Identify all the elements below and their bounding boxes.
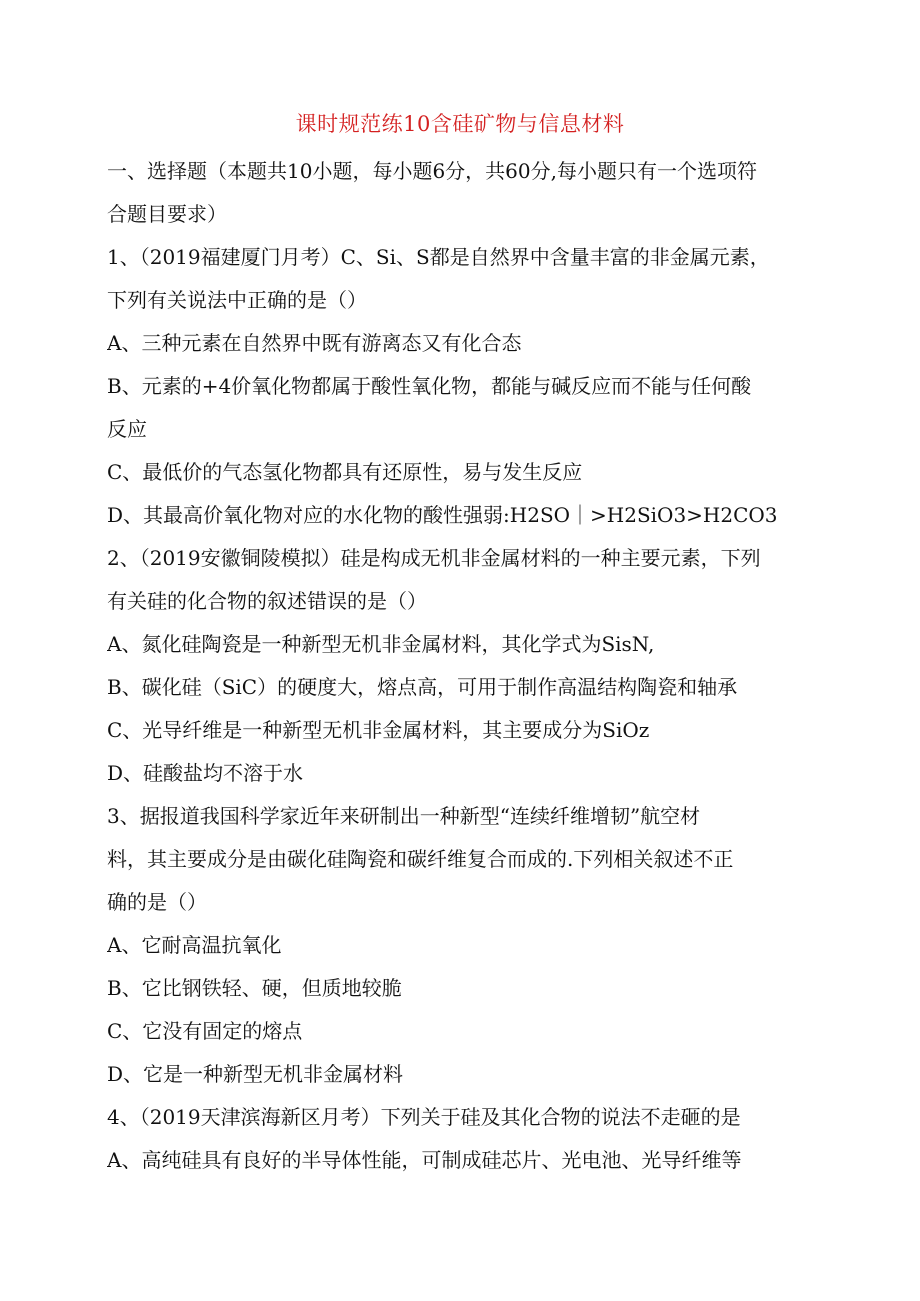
question-3-option-b: B、它比钢铁轻、硬，但质地较脆 xyxy=(107,976,402,1000)
question-2-stem-line-1: 2、（2019安徽铜陵模拟）硅是构成无机非金属材料的一种主要元素，下列 xyxy=(107,546,761,570)
question-1-option-a: A、三种元素在自然界中既有游离态又有化合态 xyxy=(107,331,522,355)
question-2-option-c: C、光导纤维是一种新型无机非金属材料，其主要成分为SiOz xyxy=(107,718,650,742)
question-4-option-a: A、高纯硅具有良好的半导体性能，可制成硅芯片、光电池、光导纤维等 xyxy=(107,1148,742,1172)
question-2-option-d: D、硅酸盐均不溶于水 xyxy=(107,761,304,785)
question-3-stem-line-1: 3、据报道我国科学家近年来研制出一种新型“连续纤维增韧”航空材 xyxy=(107,804,701,828)
document-body xyxy=(107,150,819,1182)
question-3-stem-line-3: 确的是（） xyxy=(107,890,207,914)
section-heading-line-2: 合题目要求） xyxy=(107,202,227,226)
question-3-option-c: C、它没有固定的熔点 xyxy=(107,1019,303,1043)
question-1-option-d: D、其最高价氧化物对应的水化物的酸性强弱:H2SO｜>H2SiO3>H2CO3 xyxy=(107,503,778,527)
question-1-stem-line-1: 1、（2019福建厦门月考）C、Si、S都是自然界中含量丰富的非金属元素， xyxy=(107,245,770,269)
question-4-stem-line-1: 4、（2019天津滨海新区月考）下列关于硅及其化合物的说法不走砸的是 xyxy=(107,1105,741,1129)
section-heading-line-1: 一、选择题（本题共10小题，每小题6分，共60分,每小题只有一个选项符 xyxy=(107,159,757,183)
question-3-option-d: D、它是一种新型无机非金属材料 xyxy=(107,1062,404,1086)
question-2-option-b: B、碳化硅（SiC）的硬度大，熔点高，可用于制作高温结构陶瓷和轴承 xyxy=(107,675,738,699)
question-3-option-a: A、它耐高温抗氧化 xyxy=(107,933,282,957)
document-title: 课时规范练10含硅矿物与信息材料 xyxy=(295,112,625,136)
question-1-option-b-line-1: B、元素的+4价氧化物都属于酸性氧化物，都能与碱反应而不能与任何酸 xyxy=(107,374,752,398)
question-1-option-b-line-2: 反应 xyxy=(107,417,147,441)
question-2-option-a: A、氮化硅陶瓷是一种新型无机非金属材料，其化学式为SisN, xyxy=(107,632,655,656)
question-1-option-c: C、最低价的气态氢化物都具有还原性，易与发生反应 xyxy=(107,460,583,484)
question-3-stem-line-2: 料，其主要成分是由碳化硅陶瓷和碳纤维复合而成的.下列相关叙述不正 xyxy=(107,847,734,871)
question-2-stem-line-2: 有关硅的化合物的叙述错误的是（） xyxy=(107,589,427,613)
question-1-stem-line-2: 下列有关说法中正确的是（） xyxy=(107,288,367,312)
